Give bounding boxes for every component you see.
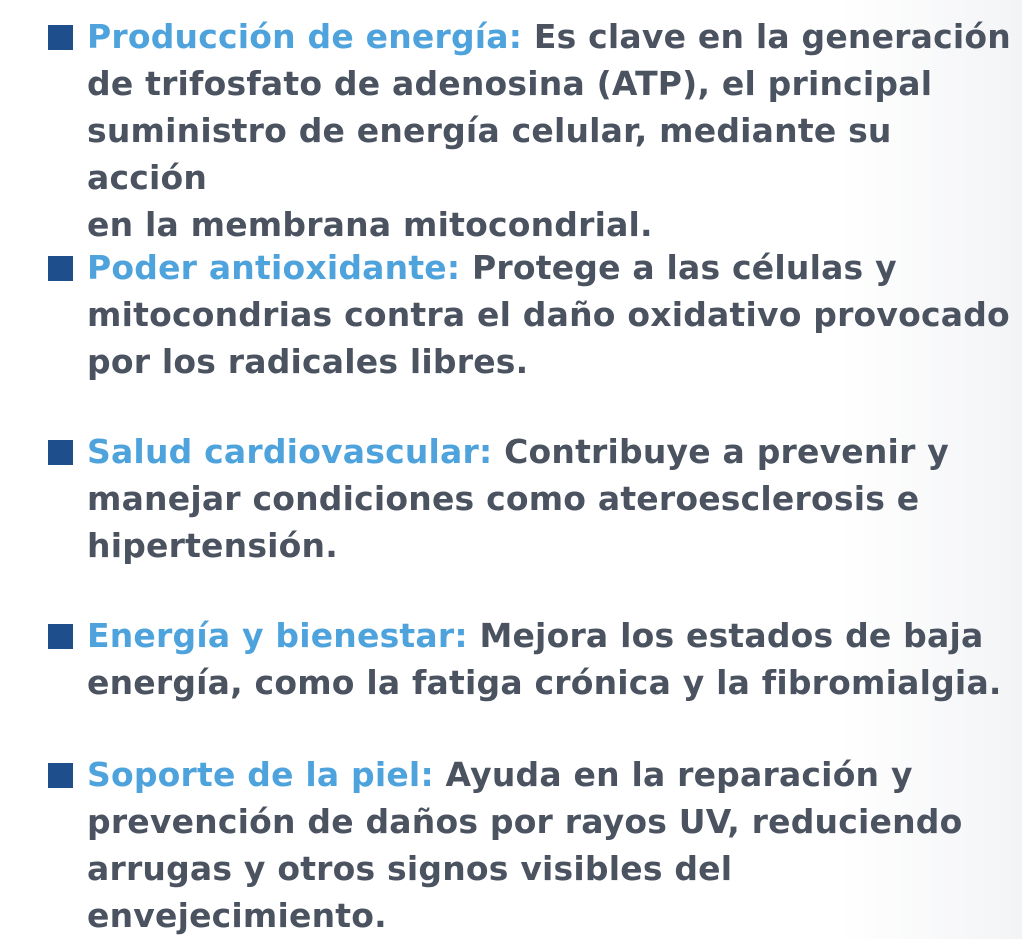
benefit-line: arrugas y otros signos visibles del envejecimiento. bbox=[87, 849, 733, 935]
benefit-line: suministro de energía celular, mediante su acción bbox=[87, 111, 892, 197]
square-bullet-icon bbox=[48, 440, 73, 465]
square-bullet-icon bbox=[48, 624, 73, 649]
benefit-line: de trifosfato de adenosina (ATP), el principal bbox=[87, 64, 933, 103]
benefit-title: Salud cardiovascular: bbox=[87, 432, 493, 471]
square-bullet-icon bbox=[48, 25, 73, 50]
benefit-line: en la membrana mitocondrial. bbox=[87, 205, 653, 244]
benefit-item-energy-wellbeing bbox=[48, 612, 1013, 706]
benefit-line: energía, como la fatiga crónica y la fibromialgia. bbox=[87, 663, 1002, 702]
benefit-item-cardiovascular bbox=[48, 428, 1013, 569]
benefit-line: Contribuye a prevenir y bbox=[504, 432, 949, 471]
benefit-title: Poder antioxidante: bbox=[87, 248, 461, 287]
benefit-item-skin-support bbox=[48, 751, 1013, 939]
square-bullet-icon bbox=[48, 763, 73, 788]
benefit-line: mitocondrias contra el daño oxidativo provocado bbox=[87, 295, 1010, 334]
benefit-text bbox=[87, 751, 1013, 939]
benefit-title: Energía y bienestar: bbox=[87, 616, 468, 655]
benefit-text bbox=[87, 612, 1002, 706]
benefit-line: Protege a las células y bbox=[471, 248, 897, 287]
benefit-text bbox=[87, 428, 949, 569]
benefit-line: hipertensión. bbox=[87, 526, 338, 565]
square-bullet-icon bbox=[48, 256, 73, 281]
benefit-item-antioxidant bbox=[48, 244, 1013, 385]
benefit-line: Mejora los estados de baja bbox=[479, 616, 984, 655]
benefit-line: por los radicales libres. bbox=[87, 342, 529, 381]
benefit-title: Producción de energía: bbox=[87, 17, 523, 56]
benefit-text bbox=[87, 244, 1010, 385]
benefit-line: Ayuda en la reparación y bbox=[445, 755, 913, 794]
benefit-line: prevención de daños por rayos UV, reduciendo bbox=[87, 802, 963, 841]
benefit-text bbox=[87, 13, 1013, 248]
benefit-title: Soporte de la piel: bbox=[87, 755, 434, 794]
benefit-line: manejar condiciones como ateroesclerosis e bbox=[87, 479, 920, 518]
benefit-item-energy-production bbox=[48, 13, 1013, 248]
benefit-line: Es clave en la generación bbox=[533, 17, 1011, 56]
